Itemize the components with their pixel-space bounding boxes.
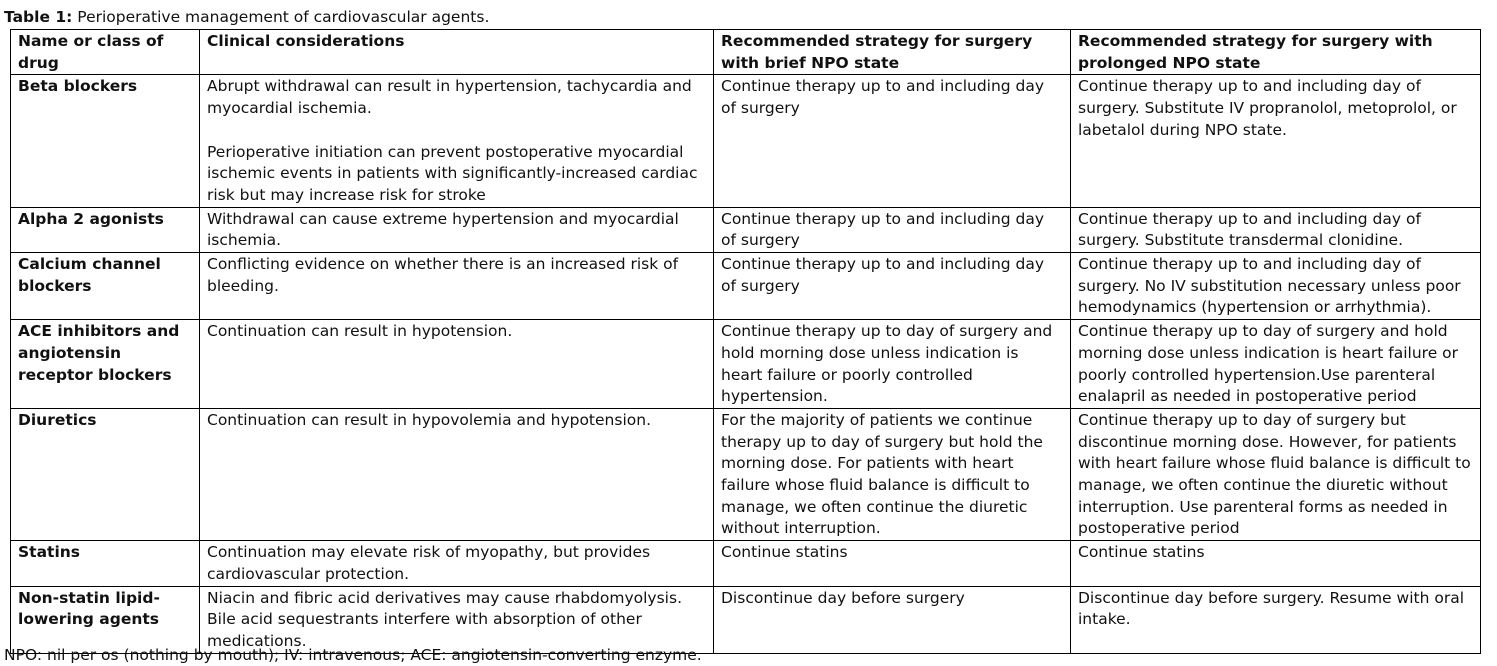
drug-name-cell: ACE inhibitors and angiotensin receptor blockers [11, 320, 200, 409]
prolonged-npo-cell: Continue therapy up to day of surgery but discontinue morning dose. However, for patients with heart failure whose fluid balance is difficult to manage, we often continue the diuretic without interruption. Use parenteral forms as needed in postoperative period [1071, 408, 1481, 540]
caption-text: Perioperative management of cardiovascular agents. [72, 8, 490, 26]
table-row [11, 320, 1481, 409]
cardiovascular-agents-table [10, 29, 1481, 654]
brief-npo-cell: For the majority of patients we continue therapy up to day of surgery but hold the morning dose. For patients with heart failure whose fluid balance is difficult to manage, we often continue the diuretic without interruption. [714, 408, 1071, 540]
prolonged-npo-cell: Continue therapy up to day of surgery and hold morning dose unless indication is heart failure or poorly controlled hypertension.Use parenteral enalapril as needed in postoperative period [1071, 320, 1481, 409]
prolonged-npo-cell: Continue therapy up to and including day of surgery. Substitute IV propranolol, metoprolol, or labetalol during NPO state. [1071, 75, 1481, 207]
paragraph-gap [207, 120, 706, 142]
table-row [11, 541, 1481, 586]
considerations-cell: Continuation can result in hypotension. [200, 320, 714, 409]
table-row [11, 408, 1481, 540]
considerations-cell [200, 75, 714, 207]
header-drug: Name or class of drug [11, 30, 200, 75]
drug-name-cell: Non-statin lipid-lowering agents [11, 586, 200, 653]
considerations-cell: Continuation may elevate risk of myopathy, but provides cardiovascular protection. [200, 541, 714, 586]
table-footnote: NPO: nil per os (nothing by mouth); IV: intravenous; ACE: angiotensin-converting enzyme. [4, 646, 702, 664]
prolonged-npo-cell: Continue therapy up to and including day of surgery. Substitute transdermal clonidine. [1071, 207, 1481, 252]
drug-name-cell: Statins [11, 541, 200, 586]
header-prolonged-npo: Recommended strategy for surgery with prolonged NPO state [1071, 30, 1481, 75]
considerations-cell: Continuation can result in hypovolemia and hypotension. [200, 408, 714, 540]
drug-name-cell: Beta blockers [11, 75, 200, 207]
considerations-cell: Conflicting evidence on whether there is an increased risk of bleeding. [200, 253, 714, 320]
table-row [11, 586, 1481, 653]
table-row [11, 75, 1481, 207]
considerations-paragraph: Perioperative initiation can prevent postoperative myocardial ischemic events in patients with significantly-increased cardiac risk but may increase risk for stroke [207, 142, 698, 204]
brief-npo-cell: Continue therapy up to and including day of surgery [714, 253, 1071, 320]
table-row [11, 207, 1481, 252]
header-brief-npo: Recommended strategy for surgery with brief NPO state [714, 30, 1071, 75]
table-header-row [11, 30, 1481, 75]
considerations-paragraph: Abrupt withdrawal can result in hypertension, tachycardia and myocardial ischemia. [207, 77, 692, 118]
brief-npo-cell: Continue statins [714, 541, 1071, 586]
brief-npo-cell: Continue therapy up to and including day of surgery [714, 75, 1071, 207]
drug-name-cell: Calcium channel blockers [11, 253, 200, 320]
considerations-cell: Withdrawal can cause extreme hypertension and myocardial ischemia. [200, 207, 714, 252]
brief-npo-cell: Discontinue day before surgery [714, 586, 1071, 653]
prolonged-npo-cell: Continue therapy up to and including day of surgery. No IV substitution necessary unless poor hemodynamics (hypertension or arrhythmia). [1071, 253, 1481, 320]
prolonged-npo-cell: Continue statins [1071, 541, 1481, 586]
table-caption [4, 7, 489, 28]
brief-npo-cell: Continue therapy up to and including day of surgery [714, 207, 1071, 252]
drug-name-cell: Alpha 2 agonists [11, 207, 200, 252]
considerations-cell: Niacin and fibric acid derivatives may cause rhabdomyolysis. Bile acid sequestrants interfere with absorption of other medications. [200, 586, 714, 653]
prolonged-npo-cell: Discontinue day before surgery. Resume with oral intake. [1071, 586, 1481, 653]
brief-npo-cell: Continue therapy up to day of surgery and hold morning dose unless indication is heart failure or poorly controlled hypertension. [714, 320, 1071, 409]
drug-name-cell: Diuretics [11, 408, 200, 540]
table-row [11, 253, 1481, 320]
header-considerations: Clinical considerations [200, 30, 714, 75]
caption-label: Table 1: [4, 8, 73, 26]
